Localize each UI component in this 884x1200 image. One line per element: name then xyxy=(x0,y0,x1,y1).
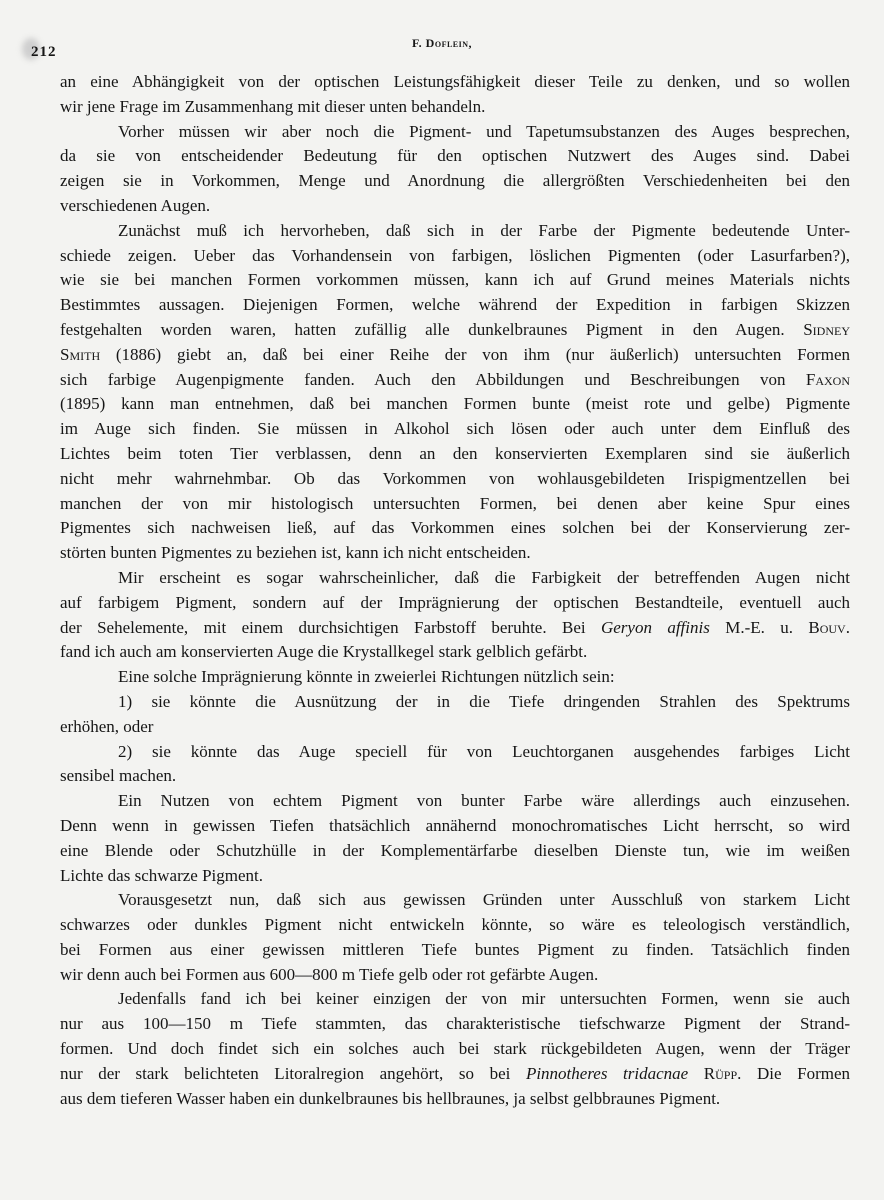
text-line xyxy=(60,318,850,343)
text-line: Vorher müssen wir aber noch die Pigment- und Tapetumsubstanzen des Auges besprechen, xyxy=(118,121,850,141)
text-line: 1) sie könnte die Ausnützung der in die Tiefe dringenden Strahlen des Spektrums xyxy=(118,691,850,711)
text-line: da sie von entscheidender Bedeutung für den optischen Nutzwert des Auges sind. Dabei xyxy=(60,146,850,166)
text-line: wie sie bei manchen Formen vorkommen müssen, kann ich auf Grund meines Materials nichts xyxy=(60,270,850,290)
text-line: Bestimmtes aussagen. Diejenigen Formen, welche während der Expedition in farbigen Skizzen xyxy=(60,295,850,315)
text-line: auf farbigem Pigment, sondern auf der Imprägnierung der optischen Bestandteile, eventuell auch xyxy=(60,592,850,612)
text-line: wir jene Frage im Zusammenhang mit dieser unten behandeln. xyxy=(60,96,486,116)
text-segment: (1886) giebt an, daß bei einer Reihe der von ihm (nur äußerlich) untersuchten Formen xyxy=(100,344,850,364)
text-segment: der Sehelemente, mit einem durchsichtigen Farbstoff beruhte. Bei xyxy=(60,617,601,637)
body-text xyxy=(60,70,850,1111)
italic-taxon: Geryon affinis xyxy=(600,617,710,637)
text-line: nicht mehr wahrnehmbar. Ob das Vorkommen von wohlausgebildeten Irispigmentzellen bei xyxy=(60,468,850,488)
text-line: Denn wenn in gewissen Tiefen thatsächlich annähernd monochromatisches Licht herrscht, so wird xyxy=(60,815,850,835)
text-line: Pigmentes sich nachweisen ließ, auf das Vorkommen eines solchen bei der Konservierung zer- xyxy=(60,518,850,538)
text-line: eine Blende oder Schutzhülle in der Komplementärfarbe dieselben Dienste tun, wie im weißen xyxy=(60,840,850,860)
text-line: Lichte das schwarze Pigment. xyxy=(60,865,263,885)
text-line: fand ich auch am konservierten Auge die Krystallkegel stark gelblich gefärbt. xyxy=(60,642,588,662)
text-line: Jedenfalls fand ich bei keiner einzigen der von mir untersuchten Formen, wenn sie auch xyxy=(118,989,850,1009)
text-line: an eine Abhängigkeit von der optischen Leistungsfähigkeit dieser Teile zu denken, und so wollen xyxy=(60,72,850,91)
text-line: verschiedenen Augen. xyxy=(60,195,211,215)
text-line: Ein Nutzen von echtem Pigment von bunter Farbe wäre allerdings auch einzusehen. xyxy=(118,791,850,811)
text-segment: festgehalten worden waren, hatten zufällig alle dunkelbraunes Pigment in den Augen. xyxy=(60,319,804,339)
text-line: schiede zeigen. Ueber das Vorhandensein von farbigen, löslichen Pigmenten (oder Lasurfarben?), xyxy=(60,245,850,265)
text-segment: sich farbige Augenpigmente fanden. Auch den Abbildungen und Beschreibungen von xyxy=(60,369,806,389)
text-segment: nur der stark belichteten Litoralregion angehört, so bei xyxy=(60,1063,526,1083)
text-line: schwarzes oder dunkles Pigment nicht entwickeln könnte, so wäre es teleologisch verständlich, xyxy=(60,915,850,935)
text-line: Vorausgesetzt nun, daß sich aus gewissen Gründen unter Ausschluß von starkem Licht xyxy=(118,890,850,910)
page-number: 212 xyxy=(31,44,57,60)
text-line: Mir erscheint es sogar wahrscheinlicher, daß die Farbigkeit der betreffenden Augen nicht xyxy=(118,567,850,587)
text-line xyxy=(60,368,850,393)
text-segment: Die Formen xyxy=(741,1063,850,1083)
text-segment xyxy=(688,1064,704,1083)
text-line xyxy=(60,616,850,641)
text-line: zeigen sie in Vorkommen, Menge und Anordnung die allergrößten Verschiedenheiten bei den xyxy=(60,171,850,191)
text-line: im Auge sich finden. Sie müssen in Alkohol sich lösen oder auch unter dem Einfluß des xyxy=(60,419,850,439)
text-line xyxy=(60,343,850,368)
text-line: erhöhen, oder xyxy=(60,716,154,736)
text-line: manchen der von mir histologisch untersuchten Formen, bei denen aber keine Spur eines xyxy=(60,493,850,513)
text-line: Zunächst muß ich hervorheben, daß sich in der Farbe der Pigmente bedeutende Unter- xyxy=(118,220,850,240)
small-caps-name: Rüpp. xyxy=(703,1063,742,1083)
text-line: wir denn auch bei Formen aus 600—800 m Tiefe gelb oder rot gefärbte Augen. xyxy=(60,964,599,984)
text-line: formen. Und doch findet sich ein solches auch bei stark rückgebildeten Augen, wenn der Träger xyxy=(60,1039,850,1059)
text-line: Lichtes beim toten Tier verblassen, denn an den konservierten Exemplaren sind sie äußerlich xyxy=(60,443,850,463)
text-segment: M.-E. u. xyxy=(709,617,809,637)
small-caps-name: Smith xyxy=(60,344,101,364)
small-caps-name: Bouv. xyxy=(808,617,850,637)
text-line xyxy=(60,1062,850,1087)
text-line: sensibel machen. xyxy=(60,766,177,786)
text-line: 2) sie könnte das Auge speciell für von Leuchtorganen ausgehendes farbiges Licht xyxy=(118,741,850,761)
small-caps-name: Faxon xyxy=(805,369,850,389)
text-line: aus dem tieferen Wasser haben ein dunkelbraunes bis hellbraunes, ja selbst gelbbraunes Pigment. xyxy=(60,1088,721,1108)
text-line: störten bunten Pigmentes zu beziehen ist, kann ich nicht entscheiden. xyxy=(60,543,531,563)
small-caps-name: Sidney xyxy=(803,319,850,339)
text-line: Eine solche Imprägnierung könnte in zweierlei Richtungen nützlich sein: xyxy=(118,667,615,687)
running-head: F. Doflein, xyxy=(411,36,473,50)
text-line: (1895) kann man entnehmen, daß bei manchen Formen bunte (meist rote und gelbe) Pigmente xyxy=(60,394,850,414)
text-line: bei Formen aus einer gewissen mittleren Tiefe buntes Pigment zu finden. Tatsächlich finden xyxy=(60,939,850,959)
italic-taxon: Pinnotheres tridacnae xyxy=(525,1063,689,1083)
text-line: nur aus 100—150 m Tiefe stammten, das charakteristische tiefschwarze Pigment der Strand- xyxy=(60,1014,850,1034)
